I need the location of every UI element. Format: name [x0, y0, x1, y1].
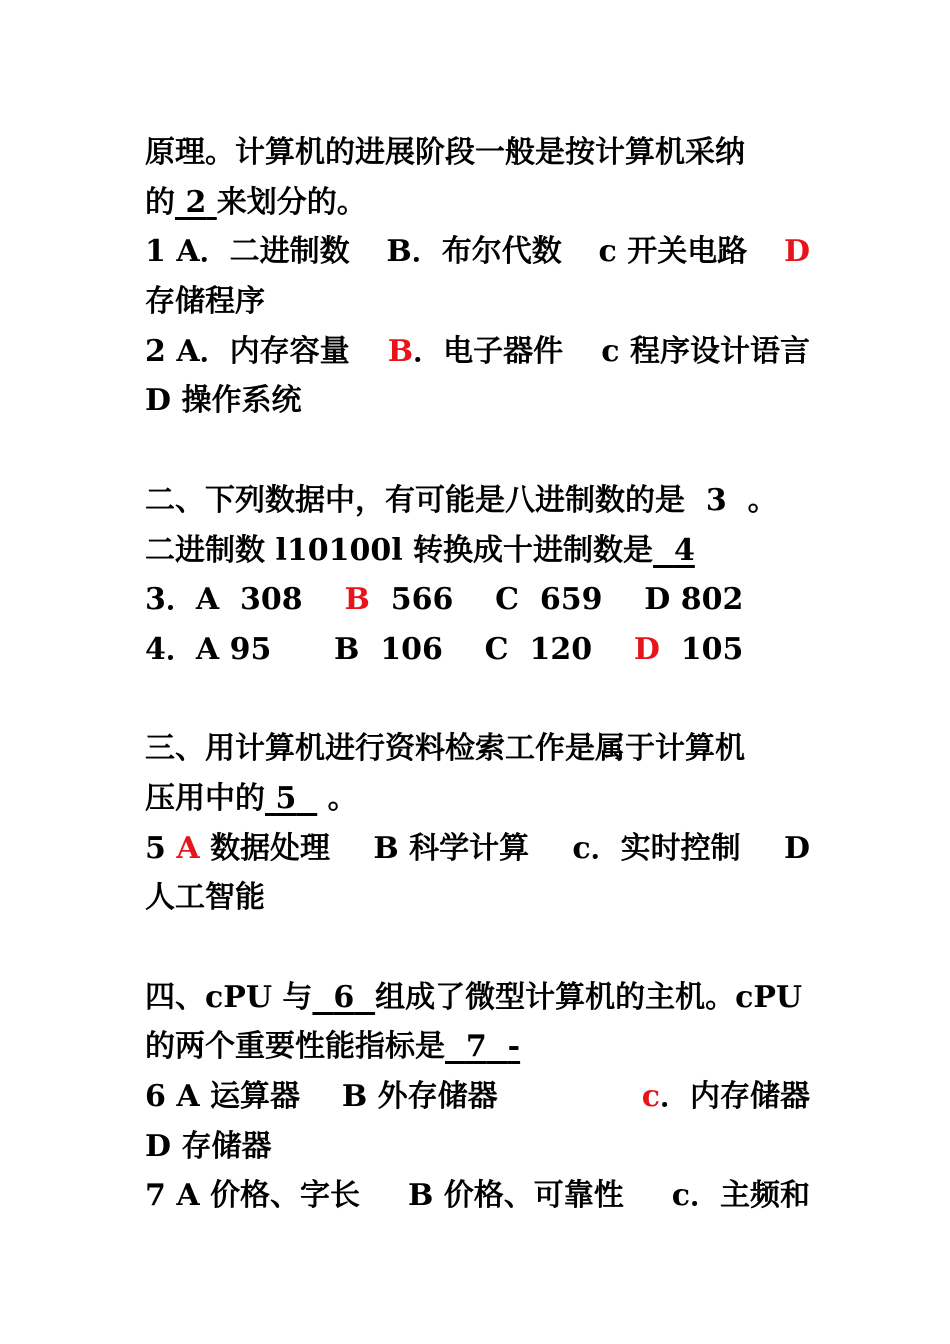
- option-2-a: 2 A．内存容量: [145, 333, 350, 369]
- option-5-a-answer: A: [176, 830, 200, 866]
- option-5-b: B 科学计算: [373, 830, 530, 866]
- blank-7: 7 -: [465, 1029, 521, 1065]
- q3-option-row-5: [145, 824, 810, 874]
- blank-2: 2: [185, 184, 207, 220]
- q1-option-row-1: [145, 227, 810, 277]
- q1-stem-line1: 原理。计算机的进展阶段一般是按计算机采纳: [145, 135, 745, 170]
- spacer: [145, 923, 810, 973]
- option-3-d: D 802: [644, 582, 744, 618]
- q2-option-row-3: [145, 575, 810, 625]
- option-5-a: 5 A 数据处理: [145, 830, 331, 866]
- blank-4: 4: [673, 532, 695, 568]
- q4-option-row-6: [145, 1072, 810, 1122]
- option-4-d: D 105: [633, 631, 744, 667]
- q4-stem-line1: 四、cPU 与 6 组成了微型计算机的主机。cPU: [145, 979, 803, 1015]
- document-body: [145, 128, 810, 1221]
- option-3-b: B 566: [344, 582, 454, 618]
- option-2-b-answer: B: [387, 333, 414, 369]
- spacer: [145, 675, 810, 725]
- option-3-b-answer: B: [344, 582, 370, 618]
- q2-option-row-4: [145, 625, 810, 675]
- blank-3: 3: [705, 482, 727, 518]
- option-1-a: 1 A．二进制数: [145, 234, 350, 270]
- option-3-c: C 659: [495, 582, 603, 618]
- option-7-b: B 价格、可靠性: [407, 1178, 624, 1214]
- q1-stem-line2: [145, 178, 810, 228]
- blank-5: 5: [275, 780, 297, 816]
- option-5-d-letter: D: [783, 830, 810, 866]
- option-1-c: c 开关电路: [598, 234, 748, 270]
- option-2-b: B．电子器件: [387, 333, 564, 369]
- option-2-c: c 程序设计语言: [601, 333, 810, 369]
- option-4-d-answer: D: [633, 631, 660, 667]
- option-6-ab: 6 A 运算器 B 外存储器: [145, 1079, 498, 1115]
- option-7-c: c．主频和: [671, 1178, 810, 1214]
- option-7-a: 7 A 价格、字长: [145, 1178, 361, 1214]
- option-2-d: D 操作系统: [145, 383, 302, 419]
- spacer: [145, 426, 810, 476]
- option-6-c-answer: c: [641, 1079, 660, 1115]
- q4-stem-line2: 的两个重要性能指标是 7 -: [145, 1029, 521, 1065]
- option-3-a: 3．A 308: [145, 582, 303, 618]
- blank-6: 6: [333, 979, 355, 1015]
- option-5-d-text: 人工智能: [145, 880, 265, 916]
- option-5-c: c．实时控制: [572, 830, 741, 866]
- q3-stem-line2: 压用中的 5 。: [145, 780, 358, 816]
- q1-option-row-2: [145, 327, 810, 377]
- q3-stem-line1: 三、用计算机进行资料检索工作是属于计算机: [145, 731, 745, 767]
- option-4-a: 4．A 95: [145, 631, 272, 667]
- option-1-b: B．布尔代数: [386, 234, 562, 270]
- option-6-d: D 存储器: [145, 1128, 272, 1164]
- q4-option-row-7: [145, 1171, 810, 1221]
- q1-stem-suffix: 来划分的。: [216, 184, 367, 220]
- q2-stem-line1: 二、下列数据中，有可能是八进制数的是 3 。: [145, 482, 778, 518]
- option-4-b: B 106: [334, 631, 443, 667]
- option-1-d-text: 存储程序: [145, 284, 265, 320]
- option-6-c: c．内存储器: [641, 1079, 810, 1115]
- option-4-c: C 120: [484, 631, 593, 667]
- option-1-d-answer: D: [783, 234, 810, 270]
- q2-stem-line2: 二进制数 l10100l 转换成十进制数是 4: [145, 532, 695, 568]
- q1-stem-prefix: 的: [145, 184, 175, 220]
